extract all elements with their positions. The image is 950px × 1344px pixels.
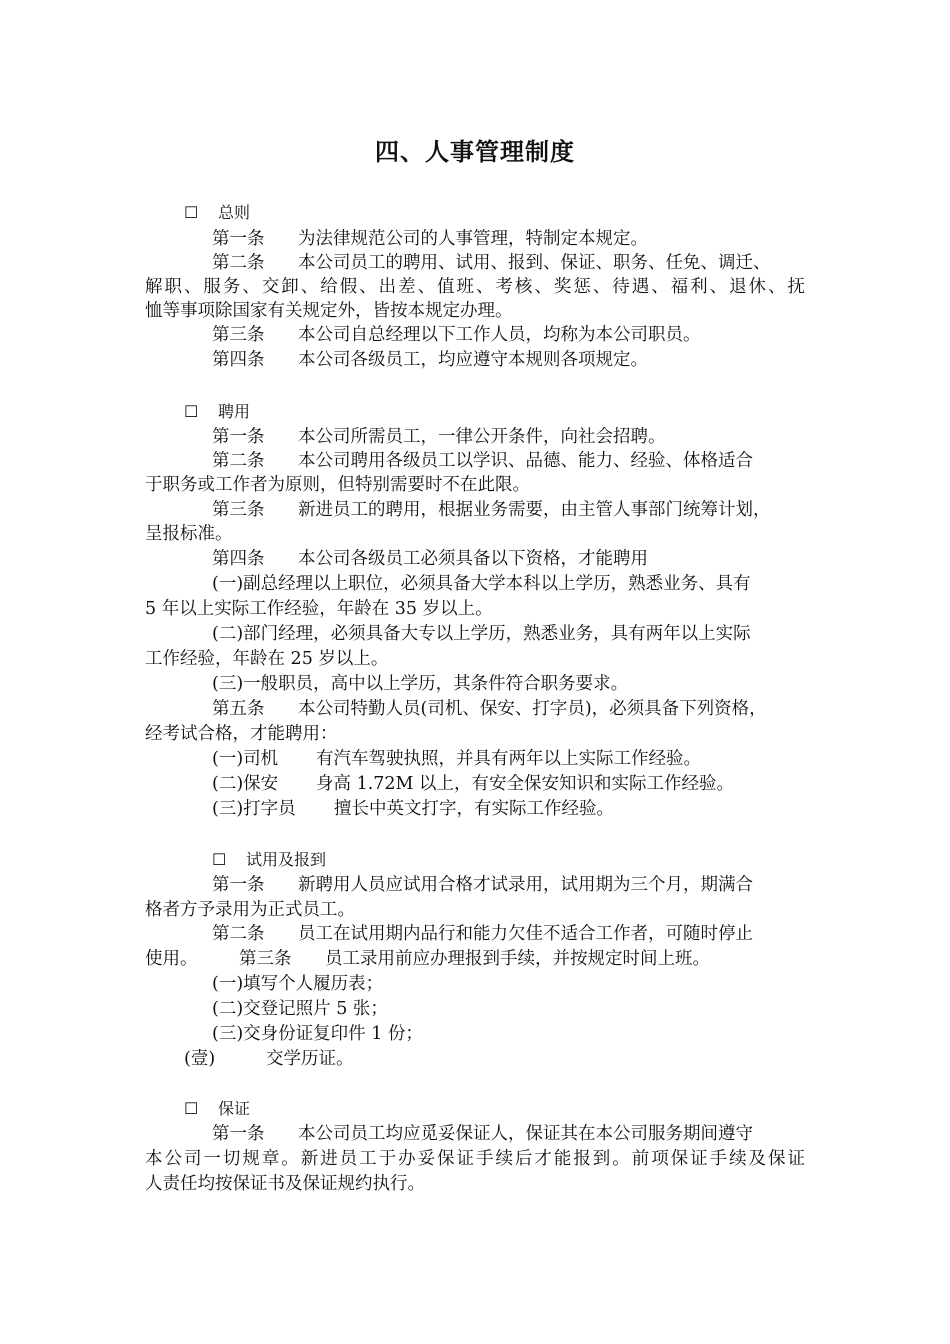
section-heading-probation: ☐ 试用及报到	[212, 848, 326, 872]
article-line: 第二条 员工在试用期内品行和能力欠佳不适合工作者，可随时停止	[212, 924, 753, 944]
article-continuation: 本公司一切规章。新进员工于办妥保证手续后才能报到。前项保证手续及保证	[145, 1149, 805, 1169]
article-line: 第三条 本公司自总经理以下工作人员，均称为本公司职员。	[212, 325, 701, 345]
article-continuation: 解职、服务、交卸、给假、出差、值班、考核、奖惩、待遇、福利、退休、抚	[145, 277, 805, 297]
article-continuation: 使用。 第三条 员工录用前应办理报到手续，并按规定时间上班。	[145, 949, 710, 969]
section-heading-hiring: ☐ 聘用	[184, 400, 250, 424]
list-item: (一)填写个人履历表；	[212, 974, 384, 994]
article-continuation: 人责任均按保证书及保证规约执行。	[145, 1174, 425, 1194]
article-line: 第四条 本公司各级员工必须具备以下资格，才能聘用	[212, 549, 648, 569]
checkbox-icon: ☐	[184, 1099, 199, 1118]
list-item: (一)司机 有汽车驾驶执照，并具有两年以上实际工作经验。	[212, 749, 701, 769]
article-continuation: 于职务或工作者为原则，但特别需要时不在此限。	[145, 475, 530, 495]
article-line: 第五条 本公司特勤人员(司机、保安、打字员)，必须具备下列资格，	[212, 699, 767, 719]
checkbox-icon: ☐	[212, 850, 227, 869]
article-continuation: 呈报标准。	[145, 524, 233, 544]
list-item: (三)交身份证复印件 1 份；	[212, 1024, 423, 1044]
article-line: 第一条 本公司所需员工，一律公开条件，向社会招聘。	[212, 427, 666, 447]
article-line: 第一条 为法律规范公司的人事管理，特制定本规定。	[212, 229, 648, 249]
checkbox-icon: ☐	[184, 203, 199, 222]
section-heading-guarantee: ☐ 保证	[184, 1097, 250, 1121]
article-continuation: 经考试合格，才能聘用：	[145, 724, 338, 744]
list-item: (一)副总经理以上职位，必须具备大学本科以上学历，熟悉业务、具有	[212, 574, 751, 594]
list-item: (三)一般职员，高中以上学历，其条件符合职务要求。	[212, 674, 629, 694]
article-line: 第一条 本公司员工均应觅妥保证人，保证其在本公司服务期间遵守	[212, 1124, 753, 1144]
list-item: (壹) 交学历证。	[184, 1049, 354, 1069]
list-item: (二)交登记照片 5 张；	[212, 999, 388, 1019]
article-line: 第二条 本公司聘用各级员工以学识、品德、能力、经验、体格适合	[212, 451, 753, 471]
article-continuation: 5 年以上实际工作经验，年龄在 35 岁以上。	[145, 599, 493, 619]
list-item: (二)部门经理，必须具备大专以上学历，熟悉业务，具有两年以上实际	[212, 624, 751, 644]
article-continuation: 恤等事项除国家有关规定外，皆按本规定办理。	[145, 301, 513, 321]
article-continuation: 工作经验，年龄在 25 岁以上。	[145, 649, 389, 669]
article-line: 第二条 本公司员工的聘用、试用、报到、保证、职务、任免、调迁、	[212, 253, 771, 273]
list-item: (三)打字员 擅长中英文打字，有实际工作经验。	[212, 799, 614, 819]
section-heading-general: ☐ 总则	[184, 201, 250, 225]
article-line: 第一条 新聘用人员应试用合格才试录用，试用期为三个月，期满合	[212, 875, 753, 895]
page-title: 四、人事管理制度	[375, 138, 575, 166]
article-line: 第三条 新进员工的聘用，根据业务需要，由主管人事部门统筹计划，	[212, 500, 771, 520]
article-line: 第四条 本公司各级员工，均应遵守本规则各项规定。	[212, 350, 648, 370]
checkbox-icon: ☐	[184, 402, 199, 421]
list-item: (二)保安 身高 1.72M 以上，有安全保安知识和实际工作经验。	[212, 774, 735, 794]
article-continuation: 格者方予录用为正式员工。	[145, 900, 355, 920]
